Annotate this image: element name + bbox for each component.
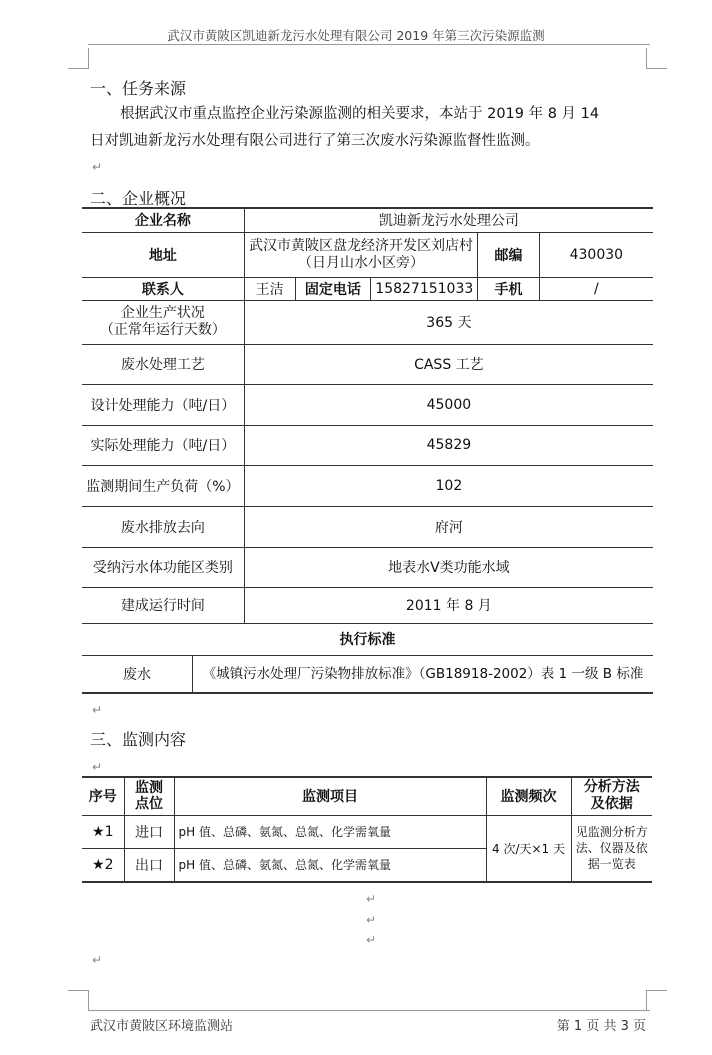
paragraph-mark: ↵	[366, 892, 377, 906]
postcode-value: 430030	[539, 232, 653, 277]
company-name-value: 凯迪新龙污水处理公司	[244, 208, 653, 232]
paragraph-mark: ↵	[366, 913, 377, 927]
footer-rule	[88, 1010, 650, 1011]
row-1-point: 进口	[124, 815, 174, 848]
section-2-title: 二、企业概况	[90, 189, 187, 208]
section-1-paragraph-line-2: 日对凯迪新龙污水处理有限公司进行了第三次废水污染源监督性监测。	[90, 133, 540, 149]
section-1-title: 一、任务来源	[90, 79, 187, 98]
production-status-label	[82, 300, 244, 344]
company-name-label: 企业名称	[82, 208, 244, 232]
standard-header: 执行标准	[82, 623, 653, 655]
table-row	[82, 815, 652, 848]
analysis-method: 见监测分析方法、仪器及依据一览表	[571, 815, 652, 882]
phone-label: 固定电话	[295, 277, 371, 300]
paragraph-mark: ↵	[366, 933, 377, 947]
address-line-2: （日月山水小区旁）	[298, 254, 424, 271]
receiving-water-class-label: 受纳污水体功能区类别	[82, 547, 244, 587]
production-status-value: 365 天	[244, 300, 653, 344]
address-line-1: 武汉市黄陂区盘龙经济开发区刘店村	[249, 237, 473, 254]
running-header: 武汉市黄陂区凯迪新龙污水处理有限公司 2019 年第三次污染源监测	[167, 28, 545, 43]
paragraph-mark: ↵	[92, 760, 103, 774]
row-1-no: ★1	[82, 815, 124, 848]
production-load-label: 监测期间生产负荷（%）	[82, 465, 244, 506]
actual-capacity-value: 45829	[244, 425, 653, 465]
address-label: 地址	[82, 232, 244, 277]
col-point-header-line-2: 点位	[135, 796, 163, 813]
crop-mark-bottom-right	[646, 990, 667, 1011]
paragraph-mark: ↵	[92, 160, 103, 174]
production-load-value: 102	[244, 465, 653, 506]
monitoring-frequency: 4 次/天×1 天	[486, 815, 571, 882]
standard-row	[82, 655, 653, 693]
receiving-water-class-value: 地表水Ⅴ类功能水域	[244, 547, 653, 587]
col-point-header	[124, 777, 174, 815]
row-2-items: pH 值、总磷、氨氮、总氮、化学需氧量	[174, 848, 486, 882]
operation-date-label: 建成运行时间	[82, 587, 244, 623]
mobile-value: /	[539, 277, 653, 300]
col-method-header-line-1: 分析方法	[583, 779, 640, 796]
col-method-header-line-2: 及依据	[590, 796, 633, 813]
footer-organization: 武汉市黄陂区环境监测站	[90, 1019, 234, 1034]
company-overview-table	[82, 207, 653, 694]
row-1-items: pH 值、总磷、氨氮、总氮、化学需氧量	[174, 815, 486, 848]
col-freq-header: 监测频次	[486, 777, 571, 815]
crop-mark-top-left	[68, 48, 89, 69]
paragraph-mark: ↵	[92, 953, 103, 967]
production-status-label-line-1: 企业生产状况	[120, 305, 205, 321]
paragraph-mark: ↵	[92, 703, 103, 717]
discharge-destination-label: 废水排放去向	[82, 506, 244, 547]
actual-capacity-label: 实际处理能力（吨/日）	[82, 425, 244, 465]
monitoring-content-table	[82, 776, 652, 883]
section-1-paragraph-line-1: 根据武汉市重点监控企业污染源监测的相关要求，本站于 2019 年 8 月 14	[120, 106, 600, 122]
col-no-header: 序号	[82, 777, 124, 815]
col-method-header	[571, 777, 652, 815]
contact-label: 联系人	[82, 277, 244, 300]
header-rule	[88, 44, 650, 45]
crop-mark-bottom-left	[68, 990, 89, 1011]
operation-date-value: 2011 年 8 月	[244, 587, 653, 623]
standard-value: 《城镇污水处理厂污染物排放标准》（GB18918-2002）表 1 一级 B 标准	[192, 656, 653, 692]
phone-value: 15827151033	[371, 277, 478, 300]
production-status-label-line-2: （正常年运行天数）	[99, 322, 226, 338]
design-capacity-label: 设计处理能力（吨/日）	[82, 384, 244, 425]
postcode-label: 邮编	[478, 232, 539, 277]
treatment-process-value: CASS 工艺	[244, 344, 653, 384]
footer-page-number: 第 1 页 共 3 页	[556, 1019, 646, 1034]
mobile-label: 手机	[478, 277, 539, 300]
contact-value: 王洁	[244, 277, 295, 300]
row-2-no: ★2	[82, 848, 124, 882]
discharge-destination-value: 府河	[244, 506, 653, 547]
treatment-process-label: 废水处理工艺	[82, 344, 244, 384]
design-capacity-value: 45000	[244, 384, 653, 425]
row-2-point: 出口	[124, 848, 174, 882]
col-items-header: 监测项目	[174, 777, 486, 815]
section-3-title: 三、监测内容	[90, 730, 187, 749]
address-value	[244, 232, 478, 277]
col-point-header-line-1: 监测	[135, 780, 163, 797]
crop-mark-top-right	[646, 48, 667, 69]
standard-type: 废水	[123, 666, 151, 683]
